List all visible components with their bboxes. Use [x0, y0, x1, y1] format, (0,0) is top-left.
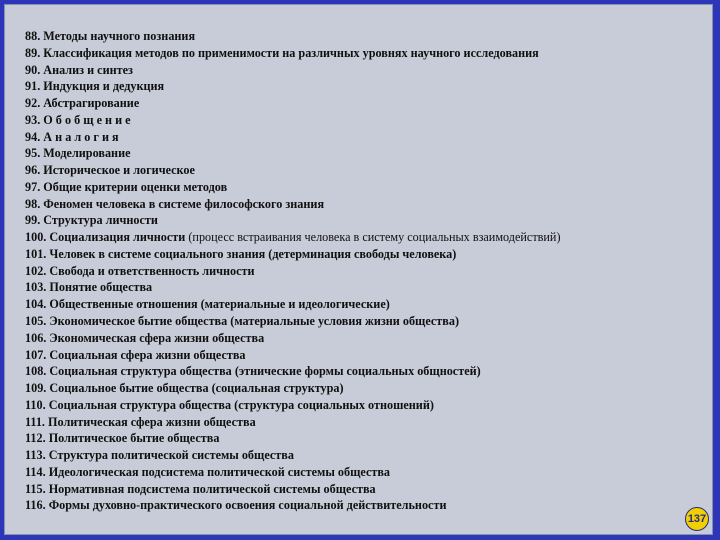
topic-number: 112.	[25, 431, 46, 446]
list-item	[25, 380, 561, 397]
topic-number: 104.	[25, 297, 47, 312]
topic-number: 101.	[25, 246, 47, 261]
topic-title: Социализация личности	[49, 230, 186, 245]
topic-number: 96.	[25, 163, 41, 178]
topic-number: 110.	[25, 397, 46, 412]
list-item	[25, 145, 561, 162]
topic-title: О б о б щ е н и е	[43, 112, 131, 127]
list-item	[25, 179, 561, 196]
topic-title: Идеологическая подсистема политической системы общества	[48, 464, 391, 479]
topic-title: Методы научного познания	[43, 29, 196, 43]
topic-title: Экономическое бытие общества (материальные условия жизни общества)	[49, 314, 460, 329]
list-item	[25, 28, 561, 45]
topic-number: 103.	[25, 280, 47, 295]
list-item	[25, 45, 561, 62]
list-item	[25, 397, 561, 414]
topic-number: 108.	[25, 364, 47, 379]
topic-title: Феномен человека в системе философского знания	[43, 196, 325, 211]
list-item	[25, 279, 561, 296]
topic-number: 114.	[25, 464, 46, 479]
topic-number: 115.	[25, 481, 46, 496]
topic-title: Структура личности	[43, 213, 158, 228]
topic-number: 88.	[25, 29, 41, 43]
topic-number: 89.	[25, 45, 41, 60]
topic-title: Анализ и синтез	[43, 62, 133, 77]
topic-number: 111.	[25, 414, 45, 429]
topic-number: 99.	[25, 213, 41, 228]
topic-number: 97.	[25, 179, 41, 194]
list-item	[25, 363, 561, 380]
topic-title: Политическая сфера жизни общества	[48, 414, 256, 429]
topic-number: 113.	[25, 448, 46, 463]
topic-list	[25, 28, 561, 514]
topic-title: Классификация методов по применимости на различных уровнях научного исследования	[43, 45, 539, 60]
topic-title: Социальная структура общества (структура социальных отношений)	[48, 397, 434, 412]
topic-number: 107.	[25, 347, 47, 362]
list-item	[25, 347, 561, 364]
topic-number: 94.	[25, 129, 41, 144]
slide	[4, 4, 713, 535]
topic-title: Абстрагирование	[43, 96, 140, 111]
list-item	[25, 112, 561, 129]
topic-title: Историческое и логическое	[43, 163, 195, 178]
list-item	[25, 95, 561, 112]
topic-title: Политическое бытие общества	[48, 431, 220, 446]
list-item	[25, 464, 561, 481]
topic-title: Понятие общества	[49, 280, 153, 295]
list-item	[25, 196, 561, 213]
topic-title: Человек в системе социального знания (детерминация свободы человека)	[49, 246, 457, 261]
topic-number: 91.	[25, 79, 41, 94]
list-item	[25, 481, 561, 498]
topic-number: 109.	[25, 381, 47, 396]
topic-number: 98.	[25, 196, 41, 211]
topic-number: 102.	[25, 263, 47, 278]
topic-title: Общественные отношения (материальные и идеологические)	[49, 297, 390, 312]
topic-title: Индукция и дедукция	[43, 79, 165, 94]
topic-number: 100.	[25, 230, 47, 245]
topic-title: Формы духовно-практического освоения социальной действительности	[48, 498, 447, 513]
list-item	[25, 296, 561, 313]
list-item	[25, 129, 561, 146]
topic-title: Социальная структура общества (этнические формы социальных общностей)	[49, 364, 481, 379]
list-item	[25, 414, 561, 431]
list-item	[25, 62, 561, 79]
topic-number: 90.	[25, 62, 41, 77]
topic-title: Свобода и ответственность личности	[49, 263, 255, 278]
topic-title: А н а л о г и я	[43, 129, 119, 144]
topic-title: Социальная сфера жизни общества	[49, 347, 246, 362]
page-number-badge: 137	[685, 507, 709, 531]
list-item	[25, 162, 561, 179]
list-item	[25, 497, 561, 514]
topic-title: Нормативная подсистема политической системы общества	[48, 481, 376, 496]
topic-title: Экономическая сфера жизни общества	[49, 330, 265, 345]
list-item	[25, 229, 561, 246]
list-item	[25, 447, 561, 464]
list-item	[25, 313, 561, 330]
topic-number: 95.	[25, 146, 41, 161]
topic-number: 105.	[25, 314, 47, 329]
topic-title: Моделирование	[43, 146, 131, 161]
topic-title: Структура политической системы общества	[48, 448, 294, 463]
list-item	[25, 246, 561, 263]
list-item	[25, 263, 561, 280]
topic-number: 93.	[25, 112, 41, 127]
topic-number: 92.	[25, 96, 41, 111]
topic-number: 116.	[25, 498, 46, 513]
topic-title: Общие критерии оценки методов	[43, 179, 228, 194]
list-item	[25, 430, 561, 447]
list-item	[25, 212, 561, 229]
list-item	[25, 78, 561, 95]
topic-note: (процесс встраивания человека в систему социальных взаимодействий)	[188, 230, 561, 245]
topic-number: 106.	[25, 330, 47, 345]
topic-title: Социальное бытие общества (социальная структура)	[49, 381, 344, 396]
list-item	[25, 330, 561, 347]
